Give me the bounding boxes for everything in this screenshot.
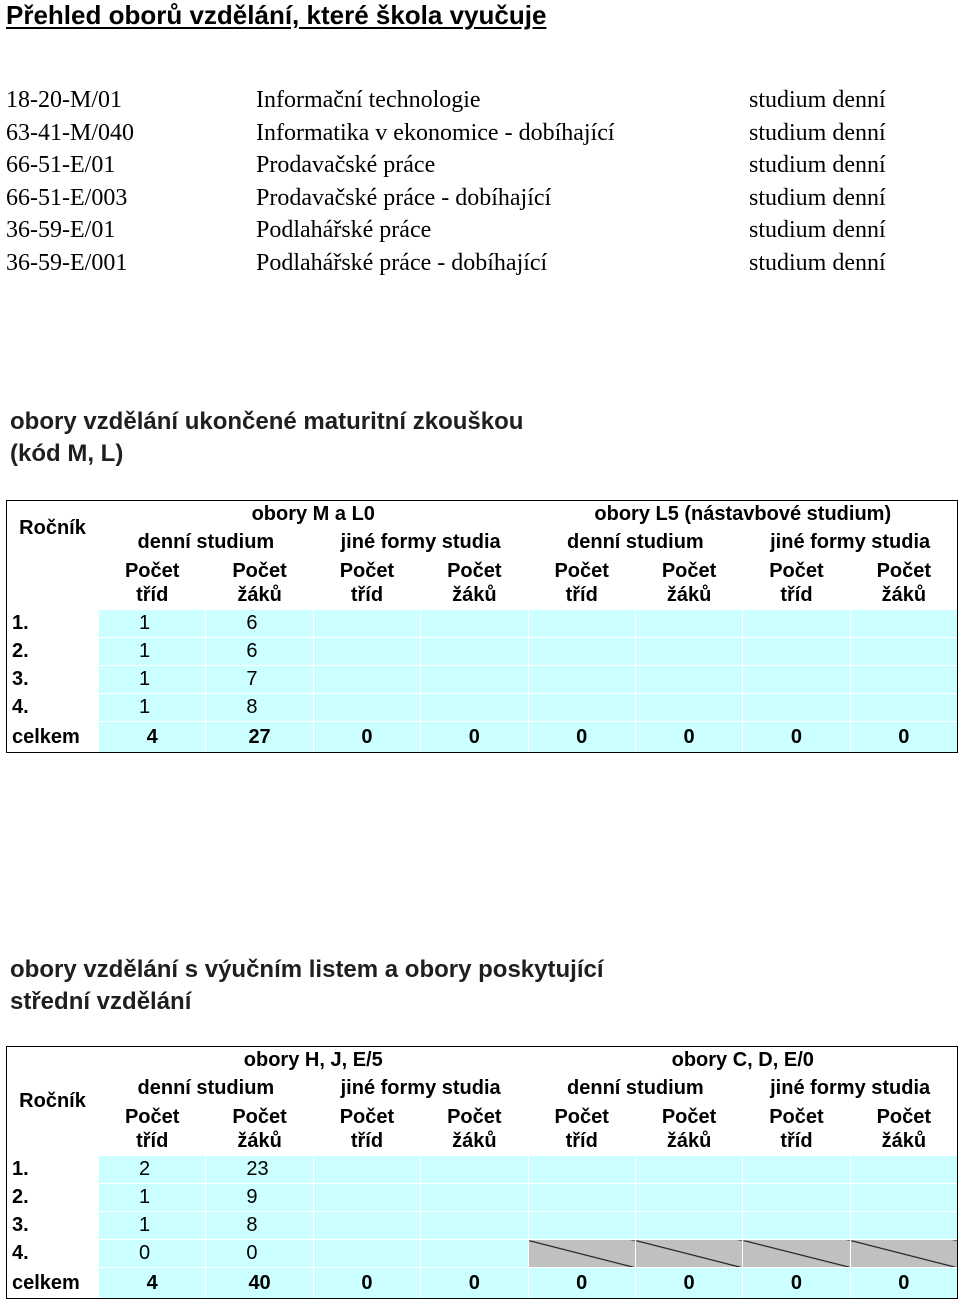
row-label: 2. xyxy=(7,1184,99,1212)
data-cell xyxy=(421,694,528,722)
program-code: 36-59-E/01 xyxy=(6,217,116,244)
program-code: 66-51-E/003 xyxy=(6,184,128,211)
data-cell xyxy=(743,638,850,666)
page-title: Přehled oborů vzdělání, které škola vyučuje xyxy=(6,0,547,30)
program-name: Informační technologie xyxy=(256,87,481,113)
data-cell xyxy=(528,638,635,666)
col-header-classes: Počet tříd xyxy=(339,560,395,606)
data-cell xyxy=(528,1184,635,1212)
table-row xyxy=(7,638,958,666)
data-cell: 1 xyxy=(99,610,206,638)
data-cell: 23 xyxy=(206,1156,313,1184)
program-name: Prodavačské práce xyxy=(256,152,436,179)
program-form: studium denní xyxy=(749,87,886,113)
data-cell: 1 xyxy=(99,694,206,722)
total-cell: 4 xyxy=(99,722,206,753)
col-header-pupils: Počet žáků xyxy=(447,560,502,606)
data-cell xyxy=(421,610,528,638)
col-header-classes: Počet tříd xyxy=(99,557,206,610)
col-header-pupils: Počet žáků xyxy=(661,1106,717,1152)
table-row xyxy=(7,1184,958,1212)
total-cell: 0 xyxy=(313,1268,420,1299)
stats-table-vocational xyxy=(6,1046,958,1299)
data-cell xyxy=(850,610,957,638)
data-cell: 1 xyxy=(99,666,206,694)
table-row xyxy=(7,1156,958,1184)
table-row xyxy=(7,694,958,722)
row-label: 4. xyxy=(7,694,99,722)
data-cell xyxy=(313,1184,420,1212)
data-cell: 0 xyxy=(99,1240,206,1268)
section-heading-line: střední vzdělání xyxy=(10,988,192,1015)
program-row xyxy=(6,84,926,117)
program-name: Informatika v ekonomice - dobíhající xyxy=(256,119,615,146)
program-form: studium denní xyxy=(749,152,886,179)
col-header-pupils: Počet žáků xyxy=(661,560,717,606)
row-label: 4. xyxy=(7,1240,99,1268)
col-header-classes: Počet tříd xyxy=(528,557,635,610)
data-cell xyxy=(635,1184,742,1212)
data-cell xyxy=(528,1212,635,1240)
data-cell xyxy=(743,694,850,722)
program-name: Podlahářské práce - dobíhající xyxy=(256,249,548,276)
shaded-cell xyxy=(528,1240,635,1268)
data-cell xyxy=(635,1156,742,1184)
data-cell xyxy=(635,1212,742,1240)
data-cell xyxy=(528,666,635,694)
program-list xyxy=(6,84,926,280)
total-row xyxy=(7,1268,958,1299)
data-cell xyxy=(313,1212,420,1240)
data-cell xyxy=(421,1212,528,1240)
data-cell xyxy=(743,1212,850,1240)
form-header-other: jiné formy studia xyxy=(340,1077,501,1099)
program-code: 63-41-M/040 xyxy=(6,119,134,146)
col-header-pupils: Počet žáků xyxy=(232,560,287,606)
table-row xyxy=(7,666,958,694)
data-cell xyxy=(313,1240,420,1268)
row-label: 3. xyxy=(7,1212,99,1240)
section-heading-vocational xyxy=(10,954,604,1018)
shaded-cell xyxy=(635,1240,742,1268)
shaded-cell xyxy=(850,1240,957,1268)
data-cell xyxy=(850,1212,957,1240)
section-heading-maturita xyxy=(10,406,523,470)
total-cell: 40 xyxy=(206,1268,313,1299)
col-header-pupils: Počet žáků xyxy=(850,557,957,610)
data-cell: 9 xyxy=(206,1184,313,1212)
table-row xyxy=(7,610,958,638)
data-cell: 1 xyxy=(99,638,206,666)
table-row xyxy=(7,1240,958,1268)
program-name: Prodavačské práce - dobíhající xyxy=(256,184,552,211)
data-cell xyxy=(850,694,957,722)
data-cell xyxy=(850,1184,957,1212)
program-form: studium denní xyxy=(749,249,886,276)
col-header-classes: Počet tříd xyxy=(339,1106,395,1152)
total-cell: 0 xyxy=(635,1268,742,1299)
total-label: celkem xyxy=(7,1268,99,1299)
rocnik-header: Ročník xyxy=(7,1047,99,1156)
total-cell: 0 xyxy=(850,1268,957,1299)
section-heading-line: obory vzdělání s výučním listem a obory poskytující xyxy=(10,956,604,983)
total-cell: 4 xyxy=(99,1268,206,1299)
total-cell: 0 xyxy=(850,722,957,753)
data-cell xyxy=(850,666,957,694)
table-row xyxy=(7,1212,958,1240)
col-header-pupils: Počet žáků xyxy=(850,1103,957,1156)
data-cell xyxy=(313,694,420,722)
program-code: 18-20-M/01 xyxy=(6,87,122,113)
data-cell xyxy=(743,666,850,694)
program-form: studium denní xyxy=(749,217,886,244)
col-header-classes: Počet tříd xyxy=(769,1106,824,1152)
group-header-b: obory C, D, E/0 xyxy=(528,1047,958,1075)
total-cell: 27 xyxy=(206,722,313,753)
data-cell xyxy=(850,1156,957,1184)
data-cell xyxy=(421,1156,528,1184)
row-label: 3. xyxy=(7,666,99,694)
total-cell: 0 xyxy=(421,722,528,753)
form-header-day: denní studium xyxy=(528,1075,743,1103)
program-name: Podlahářské práce xyxy=(256,217,432,244)
data-cell xyxy=(743,1156,850,1184)
data-cell xyxy=(635,610,742,638)
program-row xyxy=(6,149,926,182)
row-label: 1. xyxy=(7,1156,99,1184)
data-cell: 6 xyxy=(206,638,313,666)
data-cell xyxy=(743,1184,850,1212)
data-cell xyxy=(421,1240,528,1268)
program-code: 36-59-E/001 xyxy=(6,249,128,276)
form-header-day: denní studium xyxy=(99,1075,314,1103)
program-form: studium denní xyxy=(749,184,886,211)
data-cell xyxy=(635,638,742,666)
col-header-classes: Počet tříd xyxy=(99,1103,206,1156)
total-cell: 0 xyxy=(528,1268,635,1299)
program-row xyxy=(6,214,926,247)
col-header-pupils: Počet žáků xyxy=(232,1106,287,1152)
data-cell: 7 xyxy=(206,666,313,694)
section-heading-line: obory vzdělání ukončené maturitní zkouškou xyxy=(10,408,524,435)
data-cell xyxy=(313,610,420,638)
program-code: 66-51-E/01 xyxy=(6,152,116,179)
data-cell xyxy=(528,694,635,722)
data-cell xyxy=(313,1156,420,1184)
data-cell xyxy=(635,694,742,722)
total-cell: 0 xyxy=(743,722,850,753)
form-header-day: denní studium xyxy=(99,529,314,557)
data-cell xyxy=(743,610,850,638)
total-cell: 0 xyxy=(421,1268,528,1299)
data-cell xyxy=(421,1184,528,1212)
row-label: 2. xyxy=(7,638,99,666)
data-cell: 8 xyxy=(206,694,313,722)
data-cell: 0 xyxy=(206,1240,313,1268)
total-cell: 0 xyxy=(635,722,742,753)
total-label: celkem xyxy=(7,722,99,753)
form-header-day: denní studium xyxy=(528,529,743,557)
section-heading-line: (kód M, L) xyxy=(10,440,124,467)
col-header-pupils: Počet žáků xyxy=(447,1106,502,1152)
data-cell xyxy=(850,638,957,666)
form-header-other: jiné formy studia xyxy=(340,531,501,553)
header-spacer xyxy=(7,557,99,610)
col-header-classes: Počet tříd xyxy=(528,1103,635,1156)
total-cell: 0 xyxy=(313,722,420,753)
program-row xyxy=(6,117,926,150)
data-cell: 1 xyxy=(99,1184,206,1212)
program-row xyxy=(6,247,926,280)
data-cell xyxy=(528,610,635,638)
group-header-b: obory L5 (nástavbové studium) xyxy=(528,501,958,529)
col-header-classes: Počet tříd xyxy=(769,560,824,606)
group-header-a: obory H, J, E/5 xyxy=(99,1047,529,1075)
program-row xyxy=(6,182,926,215)
stats-table-maturita xyxy=(6,500,958,753)
data-cell xyxy=(421,666,528,694)
rocnik-header: Ročník xyxy=(7,501,99,557)
total-cell: 0 xyxy=(743,1268,850,1299)
shaded-cell xyxy=(743,1240,850,1268)
data-cell xyxy=(635,666,742,694)
form-header-other: jiné formy studia xyxy=(743,529,958,557)
data-cell xyxy=(528,1156,635,1184)
total-row xyxy=(7,722,958,753)
data-cell: 1 xyxy=(99,1212,206,1240)
data-cell: 6 xyxy=(206,610,313,638)
row-label: 1. xyxy=(7,610,99,638)
total-cell: 0 xyxy=(528,722,635,753)
data-cell: 8 xyxy=(206,1212,313,1240)
data-cell: 2 xyxy=(99,1156,206,1184)
data-cell xyxy=(421,638,528,666)
form-header-other: jiné formy studia xyxy=(743,1075,958,1103)
group-header-a: obory M a L0 xyxy=(99,501,529,529)
data-cell xyxy=(313,638,420,666)
program-form: studium denní xyxy=(749,119,886,146)
data-cell xyxy=(313,666,420,694)
